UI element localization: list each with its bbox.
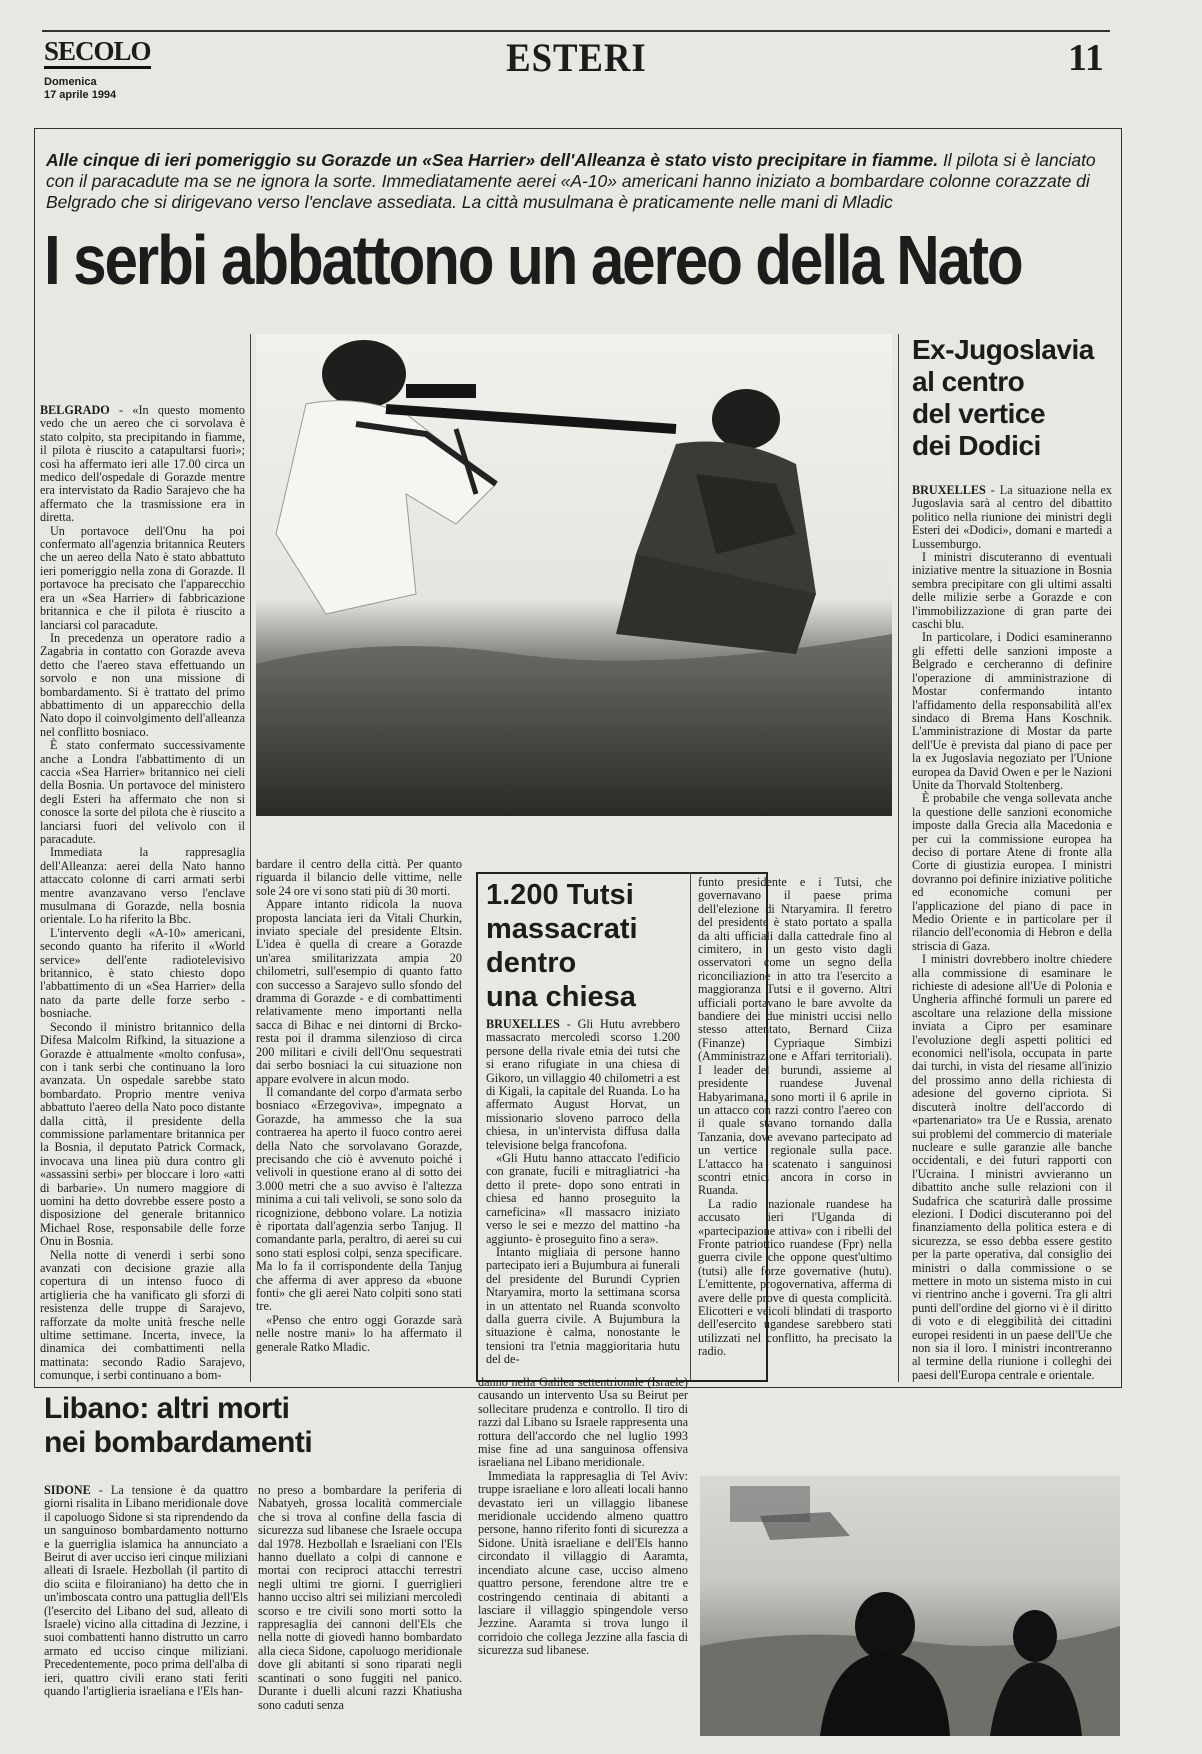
sidebar-column <box>912 484 1112 1382</box>
paragraph: In precedenza un operatore radio a Zagabria in contatto con Gorazde aveva detto che l'aereo stava effettuando un sorvolo e non una missione di bombardamento. Si è trattato del primo abbattimento di un apparecchio della Nato dopo il coinvolgimento dell'alleanza nel conflitto bosniaco. <box>40 630 245 739</box>
paragraph: I ministri discuteranno di eventuali iniziative mentre la situazione in Bosnia sembra precipitare con gli ultimi assalti delle milizie serbe a Gorazde e con l'immobilizzazione di gran parte dei caschi blu. <box>912 550 1112 632</box>
paragraph: funto presidente e i Tutsi, che governavano il paese prima dell'elezione di Ntaryamira. Il feretro del presidente è stato portato a spalla da alti ufficiali dalla cattedrale fino al cimitero, in un gesto visto dagli osservatori come un segno della riconciliazione in atto tra l'esercito a maggioranza Tutsi e il governo. Altri ufficiali portavano le bare avvolte da bandiere dei due ministri uccisi nello stesso attentato, Bernard Ciiza (Finanze) Cypriaque Simbizi (Amministrazione e Affari territoriali). I leader del burundi, assieme al presidente ruandese Juvenal Habyarimana, sono morti il 6 aprile in un attacco con razzi contro l'aereo con il quale stavano tornando dalla Tanzania, dove avevano partecipato ad un vertice regionale sulla pace. L'attacco ha scatenato i sanguinosi scontri etnici ancora in corso in Ruanda. <box>698 876 892 1198</box>
paragraph: È stato confermato successivamente anche a Londra l'abbattimento di un caccia «Sea Harrier» britannico nei cieli della Bosnia. Un portavoce del ministero degli Esteri ha affermato che non si conosce la sorte del pilota che è riuscito a lanciarsi fuori del velivolo con il paracadute. <box>40 738 245 846</box>
dateline: BELGRADO <box>40 404 110 417</box>
libano-photo <box>700 1476 1120 1736</box>
deck-bold-text: Alle cinque di ieri pomeriggio su Gorazde un «Sea Harrier» dell'Alleanza è stato visto precipitare in fiamme. <box>46 150 939 170</box>
dateline: BRUXELLES <box>486 1018 560 1031</box>
paragraph: danno nella Galilea settentrionale (Israele) causando un intervento Usa su Beirut per sollecitare prudenza e controllo. Il tiro di razzi dal Libano su Israele rappresenta una rottura dell'accordo che nel luglio 1993 mise fine ad una sanguinosa offensiva israeliana nel Libano meridionale. <box>478 1376 688 1470</box>
paragraph: SIDONE - La tensione è da quattro giorni risalita in Libano meridionale dove il capoluogo Sidone si sta riprendendo da un sanguinoso bombardamento notturno e la guerriglia islamica ha annunciato a Beirut di aver ucciso ieri cinque miliziani alleati di Israele. Hezbollah (il partito di dio sciita e filoiraniano) ha detto che in un'imboscata contro una pattuglia dell'Els (l'esercito del Libano del sud, alleato di Israele) vicino alla cittadina di Jezzine, i suoi combattenti hanno distrutto un carro armato ed ucciso cinque miliziani. Precedentemente, poco prima dell'alba di ieri, quattro civili erano stati feriti quando l'artiglieria israeliana e l'Els han- <box>44 1484 248 1699</box>
sidebar-headline: Ex-Jugoslavia al centro del vertice dei Dodici <box>912 334 1094 461</box>
publication-date: 17 aprile 1994 <box>44 89 117 101</box>
masthead-rule <box>42 30 1110 32</box>
paragraph: Un portavoce dell'Onu ha poi confermato all'agenzia britannica Reuters che un aereo della Nato è stato abbattuto ieri pomeriggio nella zona di Gorazde. Il portavoce ha precisato che l'apparecchio era un «Sea Harrier» di fabbricazione britannica e che il pilota è riuscito a lanciarsi col paracadute. <box>40 523 245 632</box>
paragraph: Intanto migliaia di persone hanno partecipato ieri a Bujumbura ai funerali del presidente del Burundi Cyprien Ntaryamira, morto la settimana scorsa in un attentato nel Ruanda sconvolto dalla guerra civile. A Bujumbura la situazione è calma, nonostante le tensioni tra l'etnia maggioritaria hutu del de- <box>486 1244 680 1367</box>
deck-text: Il pilota si è lanciato con il paracadute ma se ne ignora la sorte. Immediatamente aerei «A-10» americani hanno iniziato a bombardare colonne corazzate di Belgrado che si dirigevano verso l'enclave assediata. La città musulmana è praticamente nelle mani di Mladic <box>46 150 1096 212</box>
paragraph: BELGRADO - «In questo momento vedo che un aereo che ci sorvolava è stato colpito, sta precipitando in fiamme, il pilota è riuscito a catapultarsi fuori»; così ha affermato ieri alle 17.00 circa un medico dell'ospedale di Gorazde mentre era intervistato da Radio Sarajevo che ha affermato che la trasmissione era in diretta. <box>40 404 245 525</box>
section-title: ESTERI <box>506 35 647 80</box>
dateline: BRUXELLES <box>912 484 986 497</box>
paragraph: «Penso che entro oggi Gorazde sarà nelle nostre mani» lo ha affermato il generale Ratko Mladic. <box>256 1312 462 1354</box>
paragraph: Il comandante del corpo d'armata serbo bosniaco «Erzegoviva», impegnato a Gorazde, ha ammesso che la sua contraerea ha aperto il fuoco contro aerei della Nato che sorvolavano Gorazde, precisando che ciò è avvenuto poiché i velivoli in questione erano al di sotto dei 3.000 metri che a suo avviso è l'altezza minima a cui tali velivoli, se sono solo da ricognizione, debbono volare. La notizia è riportata dall'agenzia serbo Tanjug. Il comandante parla, peraltro, di aerei su cui sono stati esplosi colpi, senza specificare. Ma lo fa il corrispondente della Tanjug che afferma di aver appreso da «buone fonti» che gli aerei Nato colpiti sono stati tre. <box>256 1084 462 1314</box>
paragraph: È probabile che venga sollevata anche la questione delle sanzioni economiche imposte dalla Grecia alla Macedonia e per cui la commissione europea ha deciso di portare Atene di fronte alla Corte di giustizia europea. I ministri dovranno poi definire iniziative politiche ed economiche comuni per l'applicazione del piano di pace in Medio Oriente e in particolare per il rilancio dell'economia di Hebron e della striscia di Gaza. <box>912 791 1112 953</box>
libano-column-1 <box>44 1484 248 1746</box>
main-story-deck <box>46 150 1108 213</box>
paragraph: «Gli Hutu hanno attaccato l'edificio con granate, fucili e mitragliatrici -ha detto il prete- dopo sono entrati in chiesa ed hanno proseguito la carneficina» «Il massacro iniziato verso le sei e mezzo del mattino -ha aggiunto- è proseguito fino a sera». <box>486 1151 680 1246</box>
paragraph: BRUXELLES - La situazione nella ex Jugoslavia sarà al centro del dibattito politico nella riunione dei ministri degli Esteri dei «Dodici», domani e martedì a Lussemburgo. <box>912 484 1112 551</box>
paragraph: I ministri dovrebbero inoltre chiedere alla commissione di esaminare le richieste di adesione all'Ue di Polonia e Ungheria affinché formuli un parere ed ascoltare una relazione della missione inviata a Cipro per esaminare l'evoluzione degli aspetti politici ed economici nell'isola, occupata in parte dai turchi, in vista del riesame all'inizio del prossimo anno della richiesta di adesione del governo cipriota. Si discuterà inoltre dell'accordo di «partenariato» tra Ue e Russia, arenato sui problemi del commercio di materiale nucleare e sulle garanzie alle banche occidentali, e dei futuri rapporti con l'Ucraina. I ministri avvieranno un dibattito anche sulle relazioni con il Sudafrica che scaturirà dalle prossime elezioni. I Dodici discuteranno poi del finanziamento della politica estera e di sicurezza, se esso debba essere gestito per la parte operativa, dal consiglio dei ministri o dalla commissione o se mettere in moto un sistema misto in cui vi rientrino anche i governi. Tra gli altri punti dell'ordine del giorno vi è il diritto di voto e di eleggibilità dei cittadini europei residenti in un paese dell'Ue che non sia il loro. I ministri incontreranno al termine della riunione i colleghi dei paesi dell'Europa centrale e orientale. <box>912 952 1112 1382</box>
tutsi-column-1 <box>486 1018 680 1374</box>
publication-day: Domenica <box>44 76 97 88</box>
main-story-column-1 <box>40 404 245 1382</box>
column-divider <box>690 872 691 1380</box>
paragraph: bardare il centro della città. Per quanto riguarda il bilancio delle vittime, nelle sole 24 ore vi sono stati più di 30 morti. <box>256 858 462 898</box>
paragraph: no preso a bombardare la periferia di Nabatyeh, grossa località commerciale che si trova al confine della fascia di sicurezza sud libanese che Israele occupa dal 1978. Hezbollah e Israeliani con l'Els hanno duellato a colpi di cannone e mortai con reciproci attacchi terrestri negli ultimi tre giorni. I guerriglieri hanno ucciso altri sei miliziani mercoledì scorso e tre civili sono morti sotto la rappresaglia dei cannoni dell'Els che nella notte di giovedì hanno bombardato alla cieca Sidone, capoluogo meridionale dove gli abitanti si sono riparati negli scantinati o sono fuggiti nel panico. Durante i duelli alcuni razzi Khatiusha sono caduti senza <box>258 1484 462 1712</box>
paragraph: BRUXELLES - Gli Hutu avrebbero massacrato mercoledì scorso 1.200 persone della rivale etnia dei tutsi che si erano rifugiate in una chiesa di Gikoro, un villaggio 40 chilometri a est di Kigali, la capitale del Ruanda. Lo ha affermato August Horvat, un missionario sloveno parroco della chiesa, in un'intervista diffusa dalla televisione belga francofona. <box>486 1018 680 1152</box>
paragraph: Nella notte di venerdì i serbi sono avanzati con decisione grazie alla copertura di un intenso fuoco di artiglieria che ha vanificato gli sforzi di resistenza delle truppe di Sarajevo, rafforzate da molte unità fresche nelle ultime settimane. Incerta, invece, la dinamica dei combattimenti nella mattinata: secondo Radio Sarajevo, comunque, i serbi continuano a bom- <box>40 1247 245 1382</box>
paragraph: Appare intanto ridicola la nuova proposta lanciata ieri da Vitali Churkin, inviato speciale del presidente Eltsin. L'idea è quella di creare a Gorazde un'area smilitarizzata ampia 20 chilometri, sull'esempio di quanto fatto con successo a Sarajevo sullo sfondo del dramma di Gorazde - e di combattimenti relativamente meno importanti nella sacca di Bihac e nei dintorni di Brcko- resta poi il dramma silenzioso di circa 200 militari e civili dell'Onu sequestrati dai serbo bosniaci la cui situazione non appare evolvere in alcun modo. <box>256 897 462 1086</box>
main-photo <box>256 334 892 816</box>
paragraph: In particolare, i Dodici esamineranno gli effetti delle sanzioni imposte a Belgrado e cercheranno di definire l'operazione di amministrazione di Mostar confermando intanto l'affidamento della responsabilità all'ex sindaco di Brema Hans Koschnik. L'amministrazione di Mostar da parte dell'Ue è prevista dal piano di pace per la ex Jugoslavia negoziato per l'Unione europea da David Owen e per le Nazioni Unite da Thorvald Stoltenberg. <box>912 630 1112 792</box>
paragraph: Secondo il ministro britannico della Difesa Malcolm Rifkind, la situazione a Gorazde è attualmente «molto confusa», con i tank serbi che continuano la loro avanzata. Un ospedale sarebbe stato bombardato. Proprio mentre veniva abbattuto l'aereo della Nato poco distante dalla città, il presidente della commissione parlamentare britannica per la Bosnia, il deputato Patrick Cormack, invocava una linea più dura contro gli «assassini serbi» per bloccare i loro «atti di barbarie». Un numero maggiore di uomini ha detto dovrebbe essere posto a disposizione del generale britannico Michael Rose, responsabile delle forze Onu in Bosnia. <box>40 1019 245 1249</box>
newspaper-name: SECOLO <box>44 36 151 69</box>
paragraph: Immediata la rappresaglia di Tel Aviv: truppe israeliane e loro alleati locali hanno devastato ieri un villaggio libanese meridionale uccidendo almeno quattro persone, hanno riferito fonti di sicurezza a Sidone. Unità israeliane e dell'Els hanno circondato il villaggio di Aaramta, incendiato alcune case, ucciso almeno quattro persone, ferendone altre tre e costringendo centinaia di abitanti a lasciare il villaggio spingendole verso Jezzine. Aaramta si trova lungo il corridoio che collega Jezzine alla fascia di sicurezza sud libanese. <box>478 1468 688 1658</box>
paragraph: La radio nazionale ruandese ha accusato ieri l'Uganda di «partecipazione attiva» con i ribelli del Fronte patriottico ruandese (Fpr) nella guerra civile che oppone quest'ultimo (tutsi) alle forze governative (hutu). L'emittente, progovernativa, afferma di avere delle prove di questa complicità. Elicotteri e veicoli blindati di trasporto dell'esercito ugandese sarebbero stati utilizzati nel conflitto, ha precisato la radio. <box>698 1196 892 1359</box>
soldiers-silhouette-illustration <box>700 1476 1120 1736</box>
column-divider <box>250 334 251 1382</box>
main-story-column-2 <box>256 858 462 1382</box>
soldiers-photo-illustration <box>256 334 892 816</box>
page-number: 11 <box>1068 37 1104 79</box>
tutsi-headline: 1.200 Tutsi massacrati dentro una chiesa <box>486 879 638 1013</box>
tutsi-column-2 <box>698 876 892 1378</box>
paragraph: L'intervento degli «A-10» americani, secondo quanto ha riferito il «World service» dell'ente radiotelevisivo britannico, è stato chiesto dopo l'abbattimento di un «Sea Harrier» della nato da parte delle forze serbo - bosniache. <box>40 925 245 1021</box>
column-divider <box>898 334 899 1382</box>
dateline: SIDONE <box>44 1484 91 1497</box>
libano-headline: Libano: altri morti nei bombardamenti <box>44 1392 313 1459</box>
libano-column-3 <box>478 1376 688 1746</box>
libano-column-2 <box>258 1484 462 1746</box>
main-headline: I serbi abbattono un aereo della Nato <box>44 221 1022 299</box>
paragraph: Immediata la rappresaglia dell'Alleanza: aerei della Nato hanno attaccato colonne di carri armati serbi mentre avanzavano verso l'enclave musulmana di Gorazde, nella bosnia orientale. Lo ha riferito la Bbc. <box>40 845 245 927</box>
